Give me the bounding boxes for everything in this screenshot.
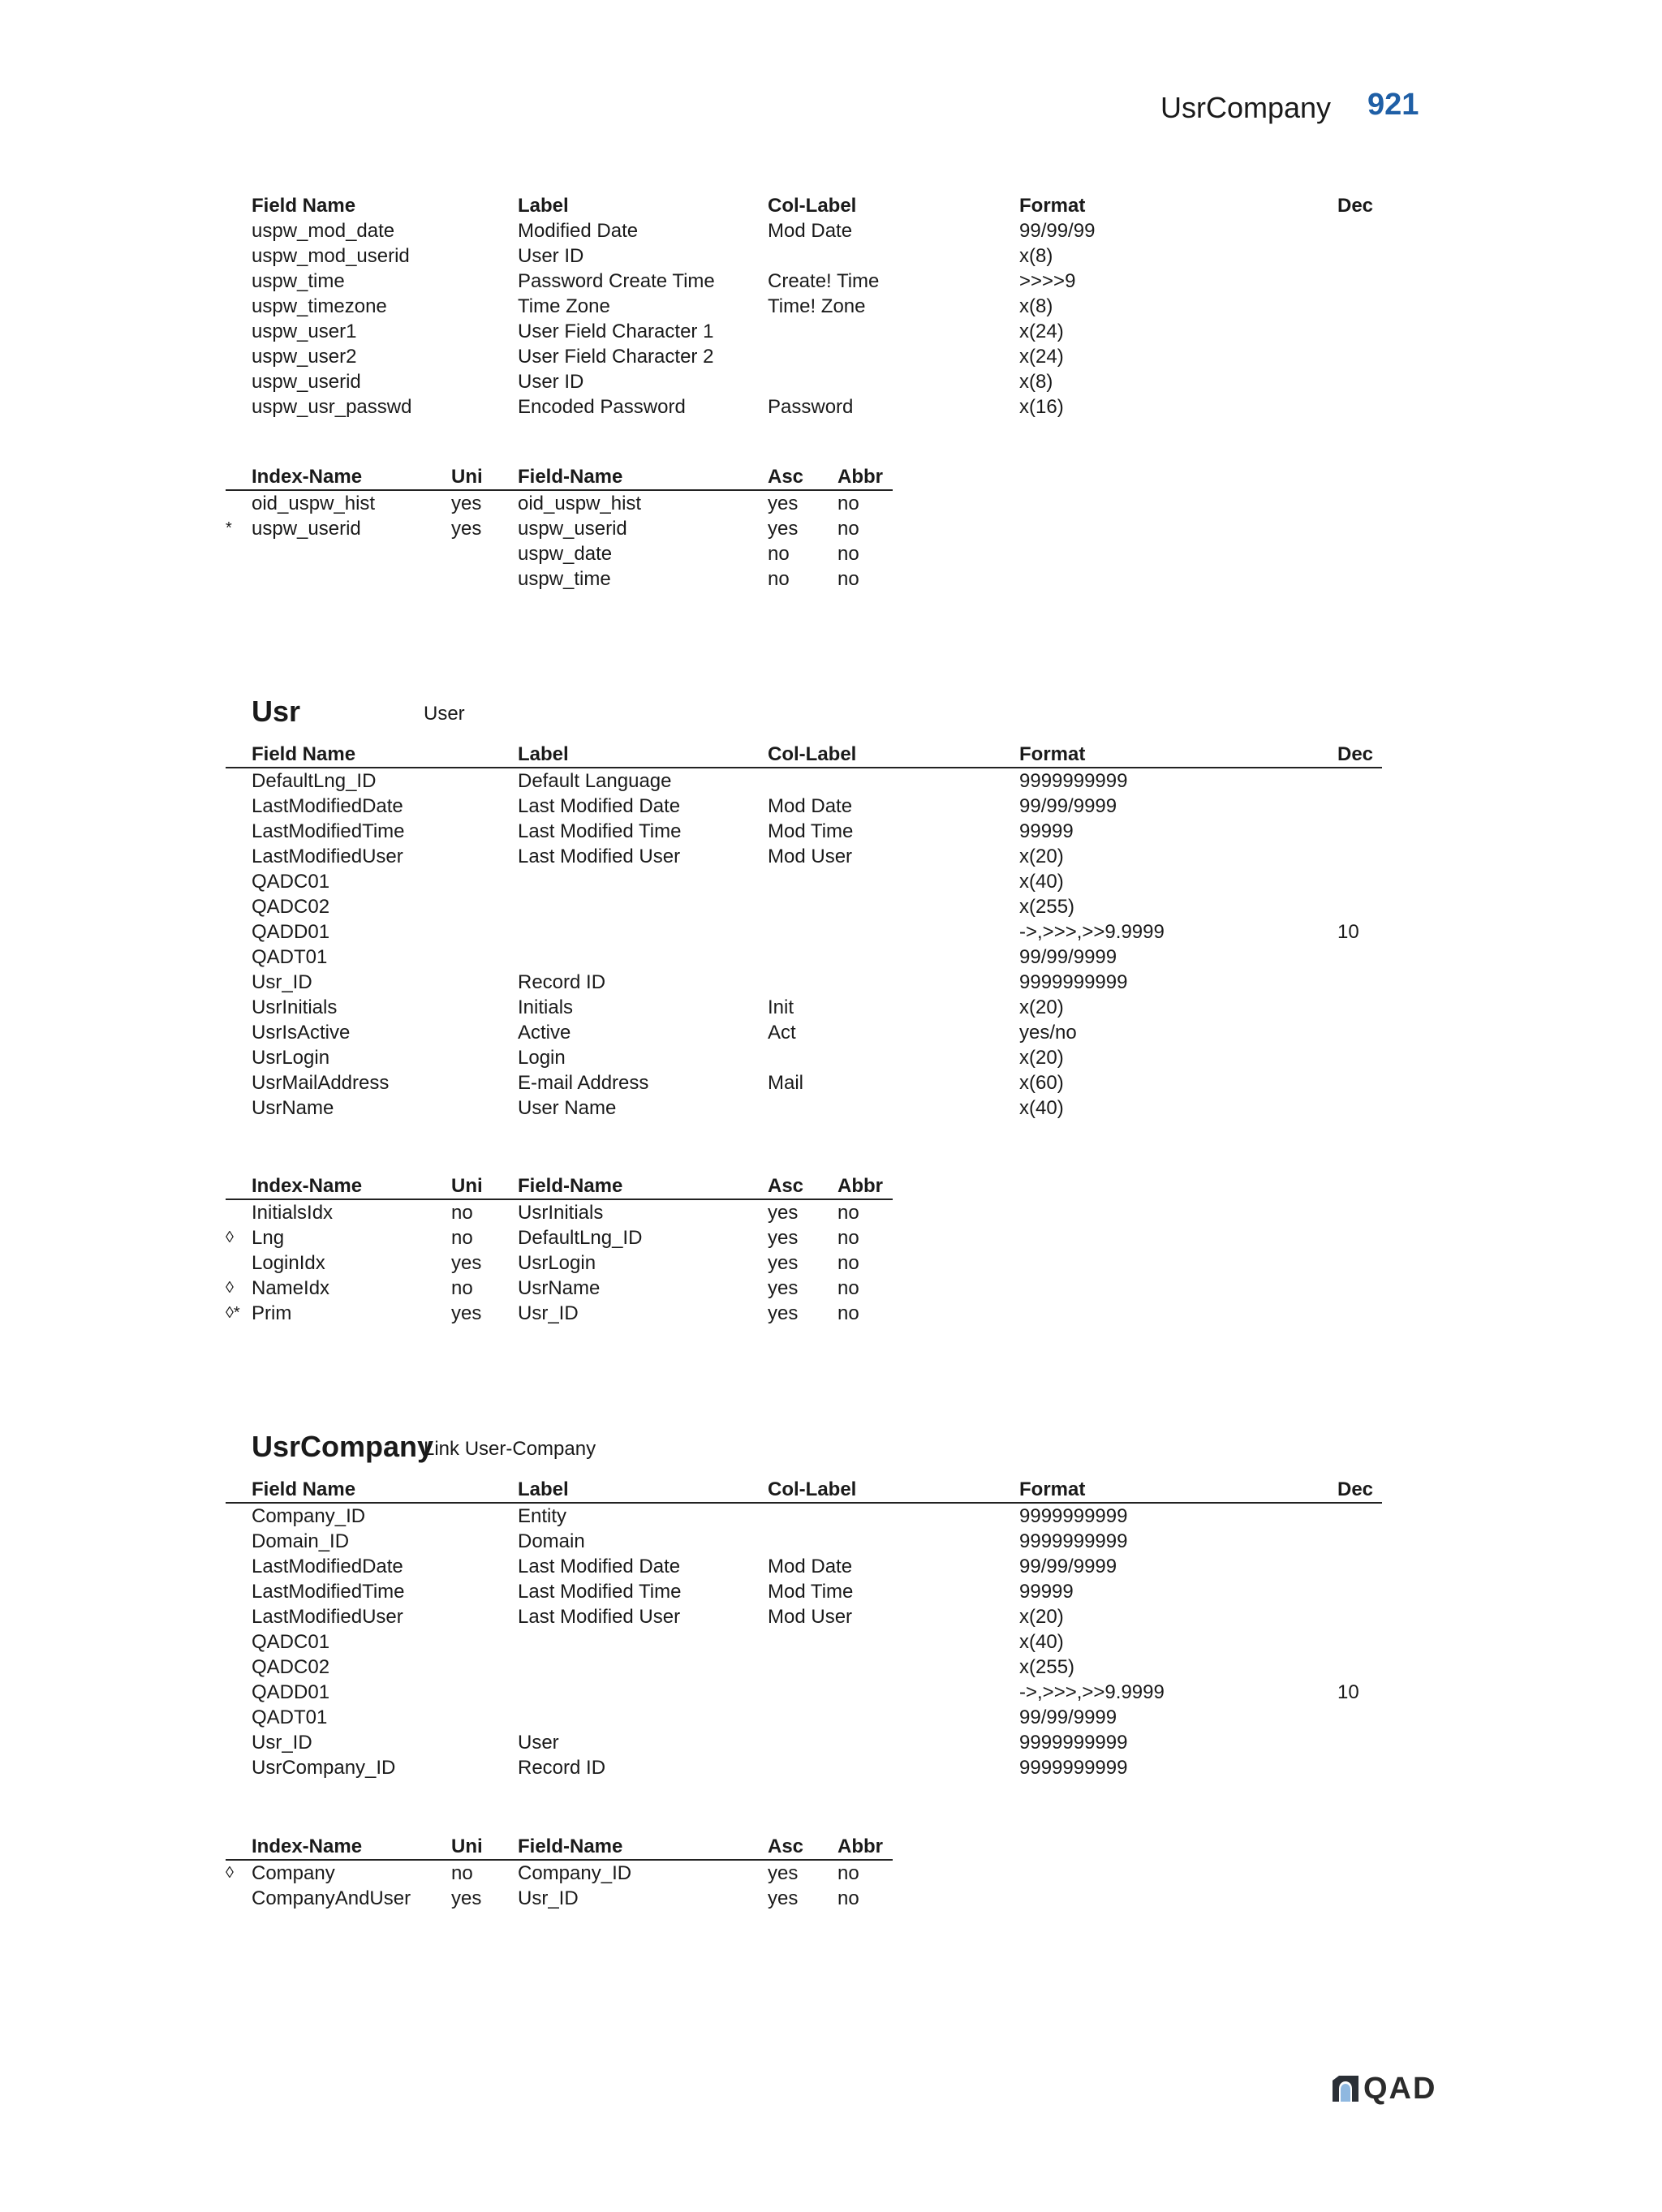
table-row — [226, 1250, 893, 1276]
field-format: x(40) — [1019, 871, 1064, 893]
field-label: Record ID — [518, 1757, 606, 1779]
field-dec: 10 — [1337, 921, 1359, 943]
index-field-name: UsrLogin — [518, 1252, 596, 1274]
index-unique: no — [451, 1862, 473, 1884]
header-col-label: Col-Label — [768, 1478, 857, 1500]
field-col-label: Mod Date — [768, 220, 853, 242]
field-format: 9999999999 — [1019, 971, 1128, 993]
field-label: Last Modified Date — [518, 795, 681, 817]
index-name: NameIdx — [252, 1277, 330, 1299]
field-name: uspw_mod_date — [252, 220, 395, 242]
field-format: x(20) — [1019, 846, 1064, 867]
field-label: Last Modified Time — [518, 1581, 682, 1603]
index-marker: ◊ — [226, 1229, 234, 1246]
header-uni: Uni — [451, 1175, 483, 1197]
field-col-label: Mod Time — [768, 820, 854, 842]
index-field-name: Usr_ID — [518, 1302, 579, 1324]
index-asc: no — [768, 543, 790, 565]
table-row — [226, 1705, 1382, 1730]
table-row — [226, 566, 893, 592]
table-row — [226, 1730, 1382, 1755]
field-label: Record ID — [518, 971, 606, 993]
index-name: CompanyAndUser — [252, 1887, 411, 1909]
field-name: QADD01 — [252, 1681, 330, 1703]
table-row — [226, 768, 1382, 794]
header-index-field-name: Field-Name — [518, 1175, 623, 1197]
header-asc: Asc — [768, 1835, 804, 1857]
index-table-header — [226, 1834, 893, 1861]
index-marker: ◊* — [226, 1304, 240, 1322]
field-col-label: Act — [768, 1022, 796, 1044]
uspw-field-table — [226, 193, 1382, 420]
field-label: E-mail Address — [518, 1072, 649, 1094]
header-abbr: Abbr — [837, 466, 883, 488]
field-col-label: Mod User — [768, 846, 853, 867]
field-label: Last Modified Time — [518, 820, 682, 842]
field-format: x(40) — [1019, 1631, 1064, 1653]
table-row — [226, 1301, 893, 1326]
field-name: Domain_ID — [252, 1530, 350, 1552]
index-abbr: no — [837, 493, 859, 514]
index-field-name: oid_uspw_hist — [518, 493, 642, 514]
field-format: x(8) — [1019, 295, 1053, 317]
header-field-name: Field Name — [252, 743, 356, 765]
index-unique: no — [451, 1227, 473, 1249]
field-format: x(20) — [1019, 1606, 1064, 1628]
index-asc: yes — [768, 518, 799, 540]
field-format: 99/99/9999 — [1019, 1556, 1117, 1577]
field-format: x(24) — [1019, 321, 1064, 342]
index-marker: * — [226, 519, 232, 537]
header-asc: Asc — [768, 466, 804, 488]
header-asc: Asc — [768, 1175, 804, 1197]
field-name: Usr_ID — [252, 971, 312, 993]
table-row — [226, 491, 893, 516]
table-row — [226, 1200, 893, 1225]
table-row — [226, 344, 1382, 369]
table-row — [226, 819, 1382, 844]
field-name: QADT01 — [252, 946, 328, 968]
field-label: Last Modified User — [518, 846, 681, 867]
index-asc: yes — [768, 1277, 799, 1299]
field-format: 99/99/9999 — [1019, 1706, 1117, 1728]
page-header-title: UsrCompany — [1160, 91, 1332, 124]
index-unique: no — [451, 1277, 473, 1299]
header-uni: Uni — [451, 1835, 483, 1857]
header-dec: Dec — [1337, 195, 1374, 217]
index-abbr: no — [837, 1227, 859, 1249]
index-asc: yes — [768, 1302, 799, 1324]
field-format: 99/99/99 — [1019, 220, 1096, 242]
field-format: 99999 — [1019, 820, 1074, 842]
index-name: Lng — [252, 1227, 285, 1249]
index-field-name: uspw_time — [518, 568, 611, 590]
header-col-label: Col-Label — [768, 195, 857, 217]
table-row — [226, 1020, 1382, 1045]
usrcompany-field-table — [226, 1477, 1382, 1780]
header-index-field-name: Field-Name — [518, 466, 623, 488]
index-marker: ◊ — [226, 1279, 234, 1297]
field-format: 99/99/9999 — [1019, 795, 1117, 817]
field-label: Time Zone — [518, 295, 610, 317]
field-label: User Field Character 1 — [518, 321, 714, 342]
index-abbr: no — [837, 1277, 859, 1299]
index-asc: no — [768, 568, 790, 590]
index-field-name: uspw_date — [518, 543, 613, 565]
field-name: uspw_user2 — [252, 346, 357, 368]
index-unique: yes — [451, 1252, 482, 1274]
field-format: 9999999999 — [1019, 1732, 1128, 1754]
table-row — [226, 369, 1382, 394]
header-field-name: Field Name — [252, 195, 356, 217]
index-abbr: no — [837, 1302, 859, 1324]
table-row — [226, 1225, 893, 1250]
table-row — [226, 294, 1382, 319]
field-name: uspw_userid — [252, 371, 361, 393]
table-row — [226, 1680, 1382, 1705]
field-label: User — [518, 1732, 559, 1754]
table-row — [226, 919, 1382, 945]
field-name: LastModifiedTime — [252, 820, 405, 842]
field-col-label: Mail — [768, 1072, 804, 1094]
table-row — [226, 1554, 1382, 1579]
table-row — [226, 1604, 1382, 1629]
index-abbr: no — [837, 518, 859, 540]
field-col-label: Create! Time — [768, 270, 880, 292]
table-row — [226, 218, 1382, 243]
header-format: Format — [1019, 743, 1086, 765]
header-label: Label — [518, 195, 569, 217]
field-format: x(255) — [1019, 1656, 1075, 1678]
header-uni: Uni — [451, 466, 483, 488]
index-unique: yes — [451, 1302, 482, 1324]
index-name: oid_uspw_hist — [252, 493, 376, 514]
usrcompany-index-table — [226, 1834, 893, 1911]
index-name: Company — [252, 1862, 335, 1884]
table-row — [226, 995, 1382, 1020]
index-asc: yes — [768, 1252, 799, 1274]
header-format: Format — [1019, 1478, 1086, 1500]
field-format: x(24) — [1019, 346, 1064, 368]
table-row — [226, 1755, 1382, 1780]
field-label: Login — [518, 1047, 566, 1069]
table-row — [226, 1095, 1382, 1121]
index-field-name: Usr_ID — [518, 1887, 579, 1909]
field-format: x(16) — [1019, 396, 1064, 418]
index-marker: ◊ — [226, 1864, 234, 1882]
table-row — [226, 844, 1382, 869]
field-format: x(40) — [1019, 1097, 1064, 1119]
table-row — [226, 970, 1382, 995]
field-name: UsrLogin — [252, 1047, 330, 1069]
table-row — [226, 243, 1382, 269]
header-dec: Dec — [1337, 743, 1374, 765]
field-table-header — [226, 1477, 1382, 1504]
field-name: UsrCompany_ID — [252, 1757, 396, 1779]
header-index-name: Index-Name — [252, 466, 363, 488]
field-label: Entity — [518, 1505, 567, 1527]
table-row — [226, 794, 1382, 819]
qad-logo-text: QAD — [1363, 2072, 1437, 2106]
field-name: UsrIsActive — [252, 1022, 351, 1044]
field-format: x(20) — [1019, 1047, 1064, 1069]
index-name: InitialsIdx — [252, 1202, 334, 1224]
table-row — [226, 1276, 893, 1301]
field-name: UsrMailAddress — [252, 1072, 390, 1094]
table-row — [226, 869, 1382, 894]
index-field-name: uspw_userid — [518, 518, 627, 540]
field-name: uspw_timezone — [252, 295, 387, 317]
uspw-index-table — [226, 464, 893, 592]
index-abbr: no — [837, 1862, 859, 1884]
header-abbr: Abbr — [837, 1835, 883, 1857]
index-asc: yes — [768, 1202, 799, 1224]
field-col-label: Init — [768, 996, 794, 1018]
usr-field-table — [226, 742, 1382, 1121]
field-name: UsrName — [252, 1097, 334, 1119]
field-col-label: Password — [768, 396, 854, 418]
index-asc: yes — [768, 1227, 799, 1249]
qad-logo — [1329, 2072, 1447, 2105]
field-format: 99999 — [1019, 1581, 1074, 1603]
usr-section-title: Usr — [252, 695, 301, 728]
field-label: User Field Character 2 — [518, 346, 714, 368]
field-name: UsrInitials — [252, 996, 338, 1018]
header-index-name: Index-Name — [252, 1835, 363, 1857]
field-name: QADD01 — [252, 921, 330, 943]
table-row — [226, 516, 893, 541]
index-field-name: Company_ID — [518, 1862, 632, 1884]
field-name: LastModifiedDate — [252, 795, 403, 817]
field-name: uspw_time — [252, 270, 345, 292]
index-unique: yes — [451, 493, 482, 514]
field-col-label: Mod Time — [768, 1581, 854, 1603]
usr-section-description: User — [424, 703, 465, 725]
field-name: LastModifiedDate — [252, 1556, 403, 1577]
field-format: 99/99/9999 — [1019, 946, 1117, 968]
header-col-label: Col-Label — [768, 743, 857, 765]
field-format: 9999999999 — [1019, 1757, 1128, 1779]
field-name: Company_ID — [252, 1505, 366, 1527]
field-label: User Name — [518, 1097, 617, 1119]
field-name: QADC02 — [252, 1656, 330, 1678]
index-field-name: UsrName — [518, 1277, 601, 1299]
field-label: Last Modified Date — [518, 1556, 681, 1577]
index-abbr: no — [837, 1252, 859, 1274]
field-format: x(20) — [1019, 996, 1064, 1018]
table-row — [226, 1861, 893, 1886]
index-unique: yes — [451, 1887, 482, 1909]
index-unique: no — [451, 1202, 473, 1224]
table-row — [226, 1070, 1382, 1095]
header-abbr: Abbr — [837, 1175, 883, 1197]
field-name: QADC02 — [252, 896, 330, 918]
table-row — [226, 1655, 1382, 1680]
field-name: DefaultLng_ID — [252, 770, 377, 792]
field-format: ->,>>>,>>9.9999 — [1019, 921, 1165, 943]
field-format: yes/no — [1019, 1022, 1077, 1044]
index-field-name: DefaultLng_ID — [518, 1227, 643, 1249]
index-asc: yes — [768, 493, 799, 514]
field-format: 9999999999 — [1019, 1530, 1128, 1552]
field-label: Last Modified User — [518, 1606, 681, 1628]
index-name: Prim — [252, 1302, 292, 1324]
field-col-label: Time! Zone — [768, 295, 866, 317]
header-dec: Dec — [1337, 1478, 1374, 1500]
page-number: 921 — [1367, 88, 1419, 122]
header-field-name: Field Name — [252, 1478, 356, 1500]
field-table-header — [226, 193, 1382, 218]
table-row — [226, 945, 1382, 970]
field-format: ->,>>>,>>9.9999 — [1019, 1681, 1165, 1703]
table-row — [226, 1504, 1382, 1529]
field-label: User ID — [518, 371, 584, 393]
field-label: Password Create Time — [518, 270, 715, 292]
table-row — [226, 269, 1382, 294]
table-row — [226, 1579, 1382, 1604]
field-format: 9999999999 — [1019, 770, 1128, 792]
field-format: x(60) — [1019, 1072, 1064, 1094]
field-label: Encoded Password — [518, 396, 686, 418]
table-row — [226, 894, 1382, 919]
header-label: Label — [518, 743, 569, 765]
field-name: QADT01 — [252, 1706, 328, 1728]
field-label: Default Language — [518, 770, 672, 792]
index-asc: yes — [768, 1887, 799, 1909]
table-row — [226, 1529, 1382, 1554]
field-table-header — [226, 742, 1382, 768]
header-index-name: Index-Name — [252, 1175, 363, 1197]
field-label: Active — [518, 1022, 571, 1044]
field-format: x(8) — [1019, 371, 1053, 393]
index-table-header — [226, 464, 893, 491]
usrcompany-section-description: Link User-Company — [424, 1438, 596, 1460]
field-name: QADC01 — [252, 1631, 330, 1653]
field-format: >>>>9 — [1019, 270, 1076, 292]
index-abbr: no — [837, 1202, 859, 1224]
field-col-label: Mod Date — [768, 795, 853, 817]
field-label: Domain — [518, 1530, 585, 1552]
table-row — [226, 541, 893, 566]
index-field-name: UsrInitials — [518, 1202, 604, 1224]
table-row — [226, 1629, 1382, 1655]
field-name: Usr_ID — [252, 1732, 312, 1754]
table-row — [226, 394, 1382, 420]
table-row — [226, 1045, 1382, 1070]
table-row — [226, 1886, 893, 1911]
field-name: LastModifiedUser — [252, 1606, 403, 1628]
index-abbr: no — [837, 1887, 859, 1909]
field-col-label: Mod Date — [768, 1556, 853, 1577]
header-index-field-name: Field-Name — [518, 1835, 623, 1857]
usrcompany-section-title: UsrCompany — [252, 1430, 434, 1463]
usr-index-table — [226, 1173, 893, 1326]
field-name: uspw_user1 — [252, 321, 357, 342]
index-abbr: no — [837, 568, 859, 590]
field-dec: 10 — [1337, 1681, 1359, 1703]
field-name: uspw_mod_userid — [252, 245, 410, 267]
index-abbr: no — [837, 543, 859, 565]
header-label: Label — [518, 1478, 569, 1500]
index-name: uspw_userid — [252, 518, 361, 540]
field-name: QADC01 — [252, 871, 330, 893]
header-format: Format — [1019, 195, 1086, 217]
index-name: LoginIdx — [252, 1252, 325, 1274]
index-table-header — [226, 1173, 893, 1200]
field-col-label: Mod User — [768, 1606, 853, 1628]
table-row — [226, 319, 1382, 344]
field-name: uspw_usr_passwd — [252, 396, 412, 418]
qad-logo-icon — [1329, 2072, 1362, 2105]
field-name: LastModifiedTime — [252, 1581, 405, 1603]
field-label: Initials — [518, 996, 574, 1018]
field-label: User ID — [518, 245, 584, 267]
field-format: 9999999999 — [1019, 1505, 1128, 1527]
index-unique: yes — [451, 518, 482, 540]
field-format: x(8) — [1019, 245, 1053, 267]
field-name: LastModifiedUser — [252, 846, 403, 867]
index-asc: yes — [768, 1862, 799, 1884]
field-label: Modified Date — [518, 220, 639, 242]
field-format: x(255) — [1019, 896, 1075, 918]
